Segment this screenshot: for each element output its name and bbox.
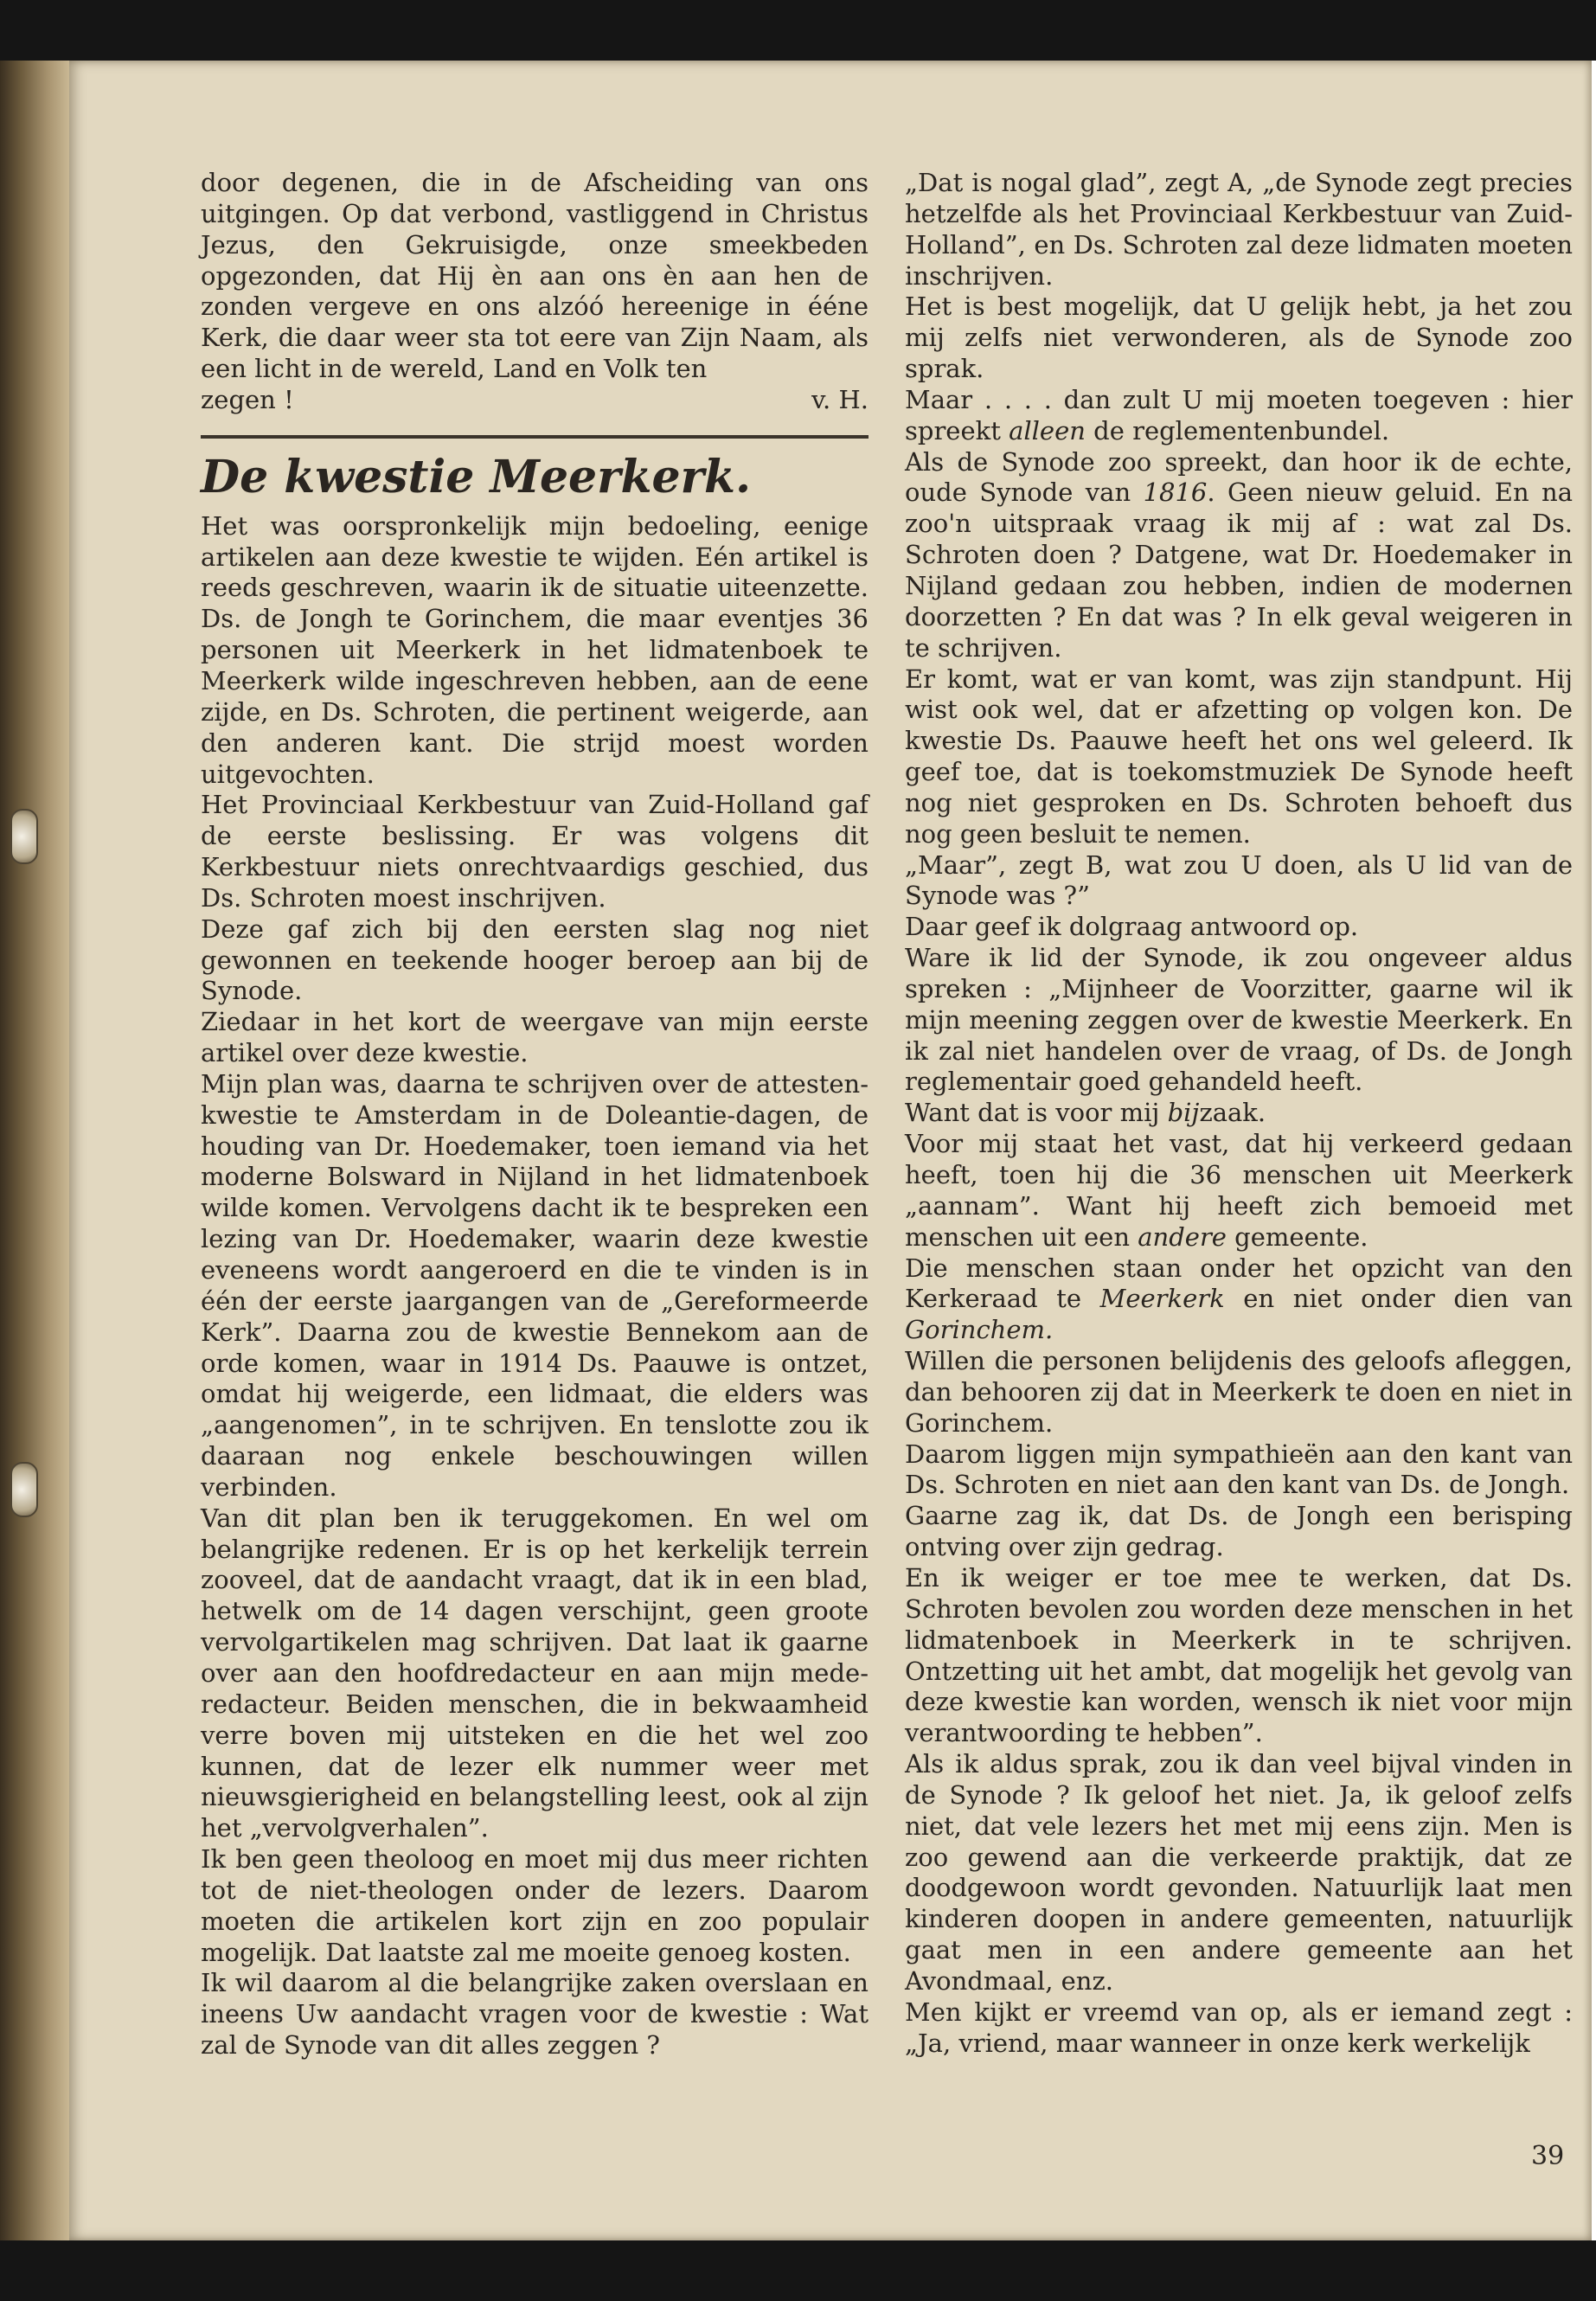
emphasis-text: 1816 bbox=[1143, 478, 1208, 508]
paragraph: Ik wil daarom al die belangrijke zaken overslaan en ineens Uw aandacht vragen voor de kwestie : Wat zal de Synode van dit alles zeggen ? bbox=[201, 1968, 869, 2061]
paragraph: Het is best mogelijk, dat U gelijk hebt, ja het zou mij zelfs niet verwonderen, als de Synode zoo sprak. bbox=[905, 292, 1573, 384]
signature-line bbox=[201, 385, 869, 416]
paragraph: En ik weiger er toe mee te werken, dat Ds. Schroten bevolen zou worden deze menschen in het lidmatenboek in Meerkerk in te schrijven. Ontzetting uit het ambt, dat mogelijk het gevolg van deze kwestie kan worden, wensch ik niet voor mijn verantwoording te hebben”. bbox=[905, 1562, 1573, 1748]
binder-hole-upper bbox=[10, 809, 38, 864]
paragraph: Er komt, wat er van komt, was zijn standpunt. Hij wist ook wel, dat er afzetting op volgen kon. De kwestie Ds. Paauwe heeft het ons wel geleerd. Ik geef toe, dat is toekomstmuziek De Synode heeft nog niet gesproken en Ds. Schroten behoeft dus nog geen besluit te nemen. bbox=[905, 663, 1573, 849]
emphasis-text: Meerkerk bbox=[1099, 1284, 1225, 1314]
text-run: en niet onder dien van bbox=[1224, 1284, 1574, 1314]
emphasis-text: bij bbox=[1167, 1098, 1200, 1128]
scan-bottom-border bbox=[0, 2240, 1596, 2301]
paragraph: Van dit plan ben ik teruggekomen. En wel om belangrijke redenen. Er is op het kerkelijk terrein zooveel, dat de aandacht vraagt, dat ik in een blad, hetwelk om de 14 dagen verschijnt, geen groote vervolgartikelen mag schrijven. Dat laat ik gaarne over aan den hoofdredacteur en aan mijn mede-redacteur. Beiden menschen, die in bekwaamheid verre boven mij uitsteken en die het wel zoo kunnen, dat de lezer elk nummer weer met nieuwsgierigheid en belangstelling leest, ook al zijn het „vervolgverhalen”. bbox=[201, 1503, 869, 1843]
text-run: gemeente. bbox=[1226, 1221, 1368, 1252]
text-run: Maar . . . . dan zult U mij moeten toegeven : hier spreekt bbox=[905, 384, 1573, 445]
paragraph: Daarom liggen mijn sympathieën aan den kant van Ds. Schroten en niet aan den kant van Ds. de Jongh. bbox=[905, 1439, 1573, 1500]
text-run: de reglementenbundel. bbox=[1085, 415, 1390, 445]
emphasis-text: alleen bbox=[1009, 415, 1086, 445]
emphasis-text: Gorinchem. bbox=[905, 1315, 1054, 1345]
section-title: De kwestie Meerkerk. bbox=[201, 450, 752, 503]
emphasis-text: andere bbox=[1138, 1221, 1227, 1252]
text-run: . Geen nieuw geluid. En na zoo'n uitspraak vraag ik mij af : wat zal Ds. Schroten doen ? Datgene, wat Dr. Hoedemaker in Nijland gedaan zou hebben, indien de modernen doorzetten ? En dat was ? In elk geval weigeren in te schrijven. bbox=[905, 478, 1574, 663]
scan-top-border bbox=[0, 0, 1596, 61]
left-column bbox=[201, 168, 869, 2061]
paragraph: Ziedaar in het kort de weergave van mijn eerste artikel over deze kwestie. bbox=[201, 1007, 869, 1068]
text-run: Voor mij staat het vast, dat hij verkeerd gedaan heeft, toen hij die 36 menschen uit Meerkerk „aannam”. Want hij heeft zich bemoeid met menschen uit een bbox=[905, 1129, 1573, 1252]
paragraph: Het was oorspronkelijk mijn bedoeling, eenige artikelen aan deze kwestie te wijden. Eén artikel is reeds geschreven, waarin ik de situatie uiteenzette. Ds. de Jongh te Gorinchem, die maar eventjes 36 personen uit Meerkerk in het lidmatenboek te Meerkerk wilde ingeschreven hebben, aan de eene zijde, en Ds. Schroten, die pertinent weigerde, aan den anderen kant. Die strijd moest worden uitgevochten. bbox=[201, 510, 869, 789]
binding-spine bbox=[0, 61, 69, 2240]
paragraph: Als ik aldus sprak, zou ik dan veel bijval vinden in de Synode ? Ik geloof het niet. Ja, ik geloof zelfs niet, dat vele lezers het met mij eens zijn. Men is zoo gewend aan die verkeerde praktijk, dat ze doodgewoon wordt gevonden. Natuurlijk laat men kinderen doopen in andere gemeenten, natuurlijk gaat men in een andere gemeente aan het Avondmaal, enz. bbox=[905, 1749, 1573, 1996]
author-signature: v. H. bbox=[811, 384, 869, 414]
text-run: Als de Synode zoo spreekt, dan hoor ik de echte, oude Synode van bbox=[905, 446, 1573, 508]
paragraph: Men kijkt er vreemd van op, als er iemand zegt : „Ja, vriend, maar wanneer in onze kerk werkelijk bbox=[905, 1997, 1573, 2058]
binder-hole-lower bbox=[10, 1462, 38, 1517]
paragraph: Willen die personen belijdenis des geloofs afleggen, dan behooren zij dat in Meerkerk te doen en niet in Gorinchem. bbox=[905, 1346, 1573, 1438]
paragraph: Deze gaf zich bij den eersten slag nog niet gewonnen en teekende hooger beroep aan bij de Synode. bbox=[201, 913, 869, 1006]
paragraph: Mijn plan was, daarna te schrijven over de attesten-kwestie te Amsterdam in de Doleantie-dagen, de houding van Dr. Hoedemaker, toen iemand via het moderne Bolsward in Nijland in het lidmatenboek wilde komen. Vervolgens dacht ik te bespreken een lezing van Dr. Hoedemaker, waarin deze kwestie eveneens wordt aangeroerd en die te vinden is in één der eerste jaargangen van de „Gereformeerde Kerk”. Daarna zou de kwestie Bennekom aan de orde komen, waar in 1914 Ds. Paauwe is ontzet, omdat hij weigerde, een lidmaat, die elders was „aangenomen”, in te schrijven. En tenslotte zou ik daaraan nog enkele beschouwingen willen verbinden. bbox=[201, 1068, 869, 1502]
page-number: 39 bbox=[1531, 2141, 1565, 2171]
paragraph: Het Provinciaal Kerkbestuur van Zuid-Holland gaf de eerste beslissing. Er was volgens dit Kerkbestuur niets onrechtvaardigs geschied, dus Ds. Schroten moest inschrijven. bbox=[201, 790, 869, 913]
text-run: Die menschen staan onder het opzicht van den Kerkeraad te bbox=[905, 1253, 1573, 1314]
section-divider bbox=[201, 435, 869, 439]
right-column bbox=[905, 168, 1573, 2059]
paragraph: „Maar”, zegt B, wat zou U doen, als U lid van de Synode was ?” bbox=[905, 849, 1573, 911]
page-sheet bbox=[69, 61, 1592, 2240]
paragraph bbox=[905, 1098, 1573, 1129]
paragraph: „Dat is nogal glad”, zegt A, „de Synode zegt precies hetzelfde als het Provinciaal Kerkbestuur van Zuid-Holland”, en Ds. Schroten zal deze lidmaten moeten inschrijven. bbox=[905, 168, 1573, 291]
closing-word: zegen ! bbox=[201, 384, 294, 414]
paragraph: Gaarne zag ik, dat Ds. de Jongh een berisping ontving over zijn gedrag. bbox=[905, 1501, 1573, 1562]
paragraph bbox=[905, 1253, 1573, 1347]
paragraph: Daar geef ik dolgraag antwoord op. bbox=[905, 912, 1359, 942]
intro-paragraph: door degenen, die in de Afscheiding van ons uitgingen. Op dat verbond, vastliggend in Christus Jezus, den Gekruisigde, onze smeekbeden opgezonden, dat Hij èn aan ons èn aan hen de zonden vergeve en ons alzóó hereenige in ééne Kerk, die daar weer sta tot eere van Zijn Naam, als een licht in de wereld, Land en Volk ten bbox=[201, 168, 869, 384]
paragraph bbox=[905, 1129, 1573, 1253]
paragraph bbox=[905, 385, 1573, 447]
paragraph: Ik ben geen theoloog en moet mij dus meer richten tot de niet-theologen onder de lezers. Daarom moeten die artikelen kort zijn en zoo populair mogelijk. Dat laatste zal me moeite genoeg kosten. bbox=[201, 1844, 869, 1967]
text-run: zaak. bbox=[1199, 1098, 1266, 1128]
paragraph: Ware ik lid der Synode, ik zou ongeveer aldus spreken : „Mijnheer de Voorzitter, gaarne wil ik mijn meening zeggen over de kwestie Meerkerk. En ik zal niet handelen over de vraag, of Ds. de Jongh reglementair goed gehandeld heeft. bbox=[905, 943, 1573, 1097]
text-run: Want dat is voor mij bbox=[905, 1098, 1168, 1128]
paragraph bbox=[905, 447, 1573, 664]
